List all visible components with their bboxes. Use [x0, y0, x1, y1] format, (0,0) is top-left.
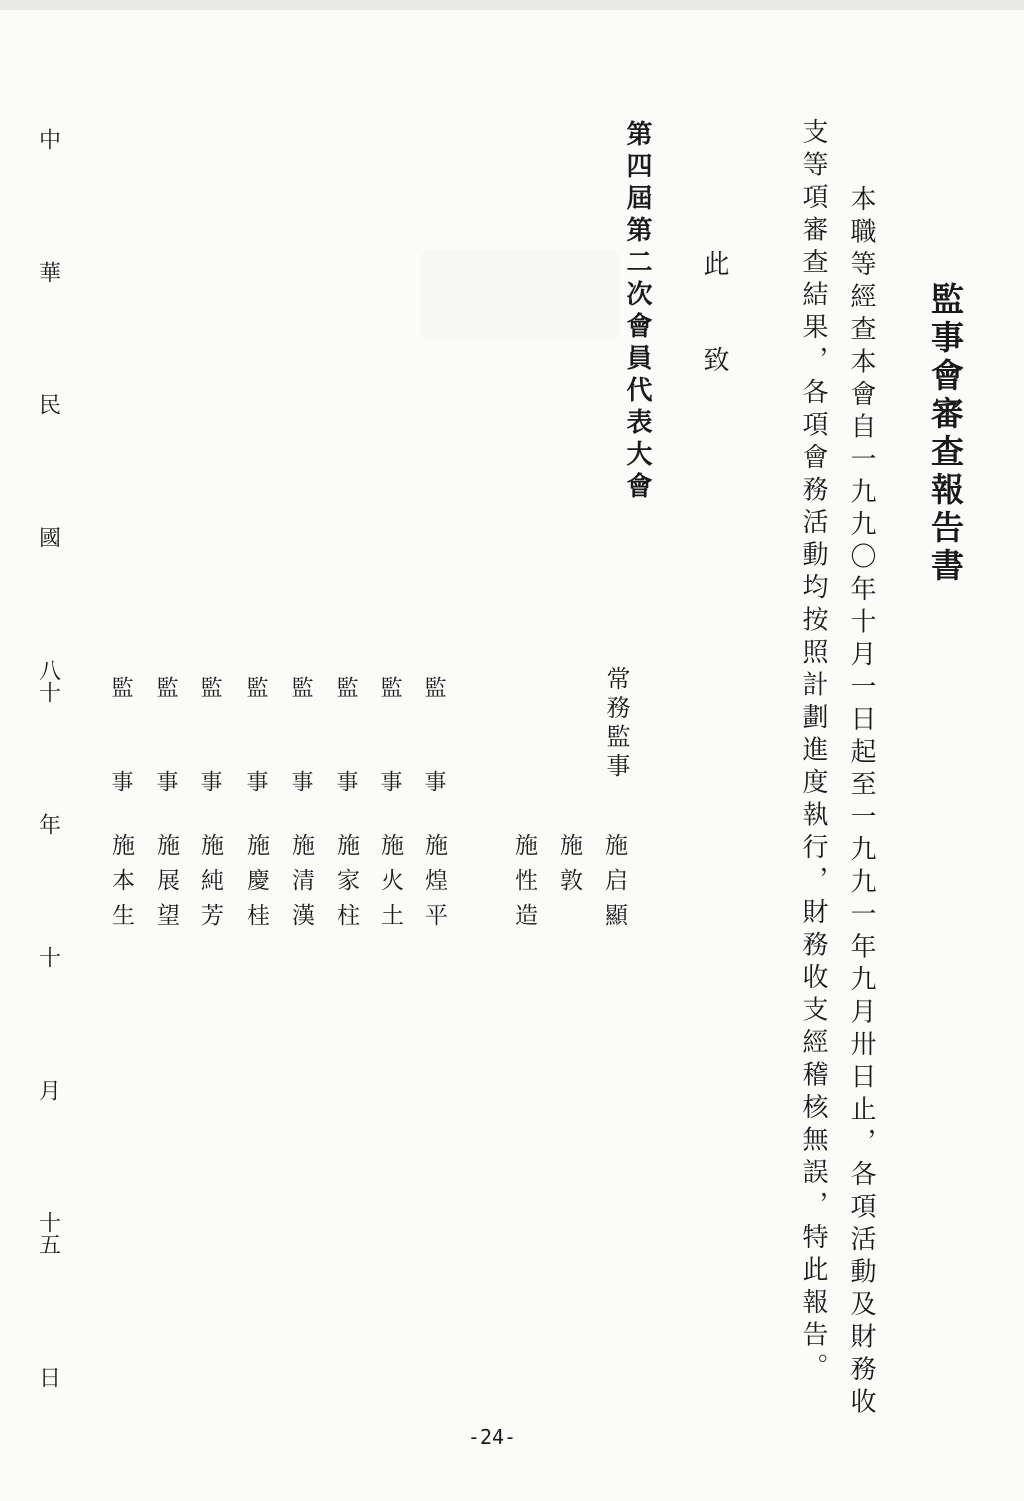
date-char: 日 — [35, 1365, 61, 1388]
date-char: 十 — [35, 945, 61, 968]
signatory-title: 監事 — [197, 676, 222, 864]
signatory-name: 施煌平 — [421, 833, 447, 938]
signatory-title: 監事 — [108, 676, 133, 864]
page-number: -24- — [467, 1425, 517, 1449]
signatory-name: 施慶桂 — [243, 833, 269, 938]
signatory-title: 監事 — [243, 676, 268, 864]
date-line — [26, 128, 70, 1388]
date-char: 十五 — [35, 1211, 61, 1256]
signatory-title: 監事 — [153, 676, 178, 864]
scan-edge — [0, 0, 1024, 10]
date-char: 八十 — [35, 658, 61, 703]
signatory-title: 監事 — [333, 676, 358, 864]
date-char: 月 — [35, 1078, 61, 1101]
date-char: 中 — [35, 128, 61, 150]
signatory-name: 施性造 — [511, 833, 537, 938]
signatory-name: 施敦 — [556, 833, 582, 903]
signatory-title: 監事 — [288, 676, 313, 864]
signatory-name: 施清漢 — [288, 833, 314, 938]
date-char: 民 — [35, 393, 61, 416]
date-char: 國 — [35, 525, 61, 548]
body-line-2: 支等項審查結果，各項會務活動均按照計劃進度執行，財務收支經稽核無誤，特此報告。 — [798, 118, 828, 1386]
signatory-name: 施家柱 — [333, 833, 359, 938]
signatory-name: 施本生 — [108, 833, 134, 938]
signatory-name: 施火土 — [377, 833, 403, 938]
document-title: 監事會審查報告書 — [926, 282, 965, 586]
signatory-name: 施純芳 — [197, 833, 223, 938]
signatory-title: 常務監事 — [602, 666, 630, 782]
date-char: 年 — [35, 813, 61, 836]
date-char: 華 — [35, 260, 61, 283]
signatory-name: 施展望 — [153, 833, 179, 938]
signatory-name: 施启顯 — [601, 833, 627, 938]
faint-stamp-mark — [420, 250, 620, 340]
body-line-1: 本職等經查本會自一九九〇年十月一日起至一九九一年九月卅日止，各項活動及財務收 — [846, 185, 876, 1420]
signatory-title: 監事 — [421, 676, 446, 864]
closing-phrase: 此致 — [699, 250, 729, 442]
signatory-title: 監事 — [377, 676, 402, 864]
addressee: 第四屆第二次會員代表大會 — [622, 120, 652, 504]
